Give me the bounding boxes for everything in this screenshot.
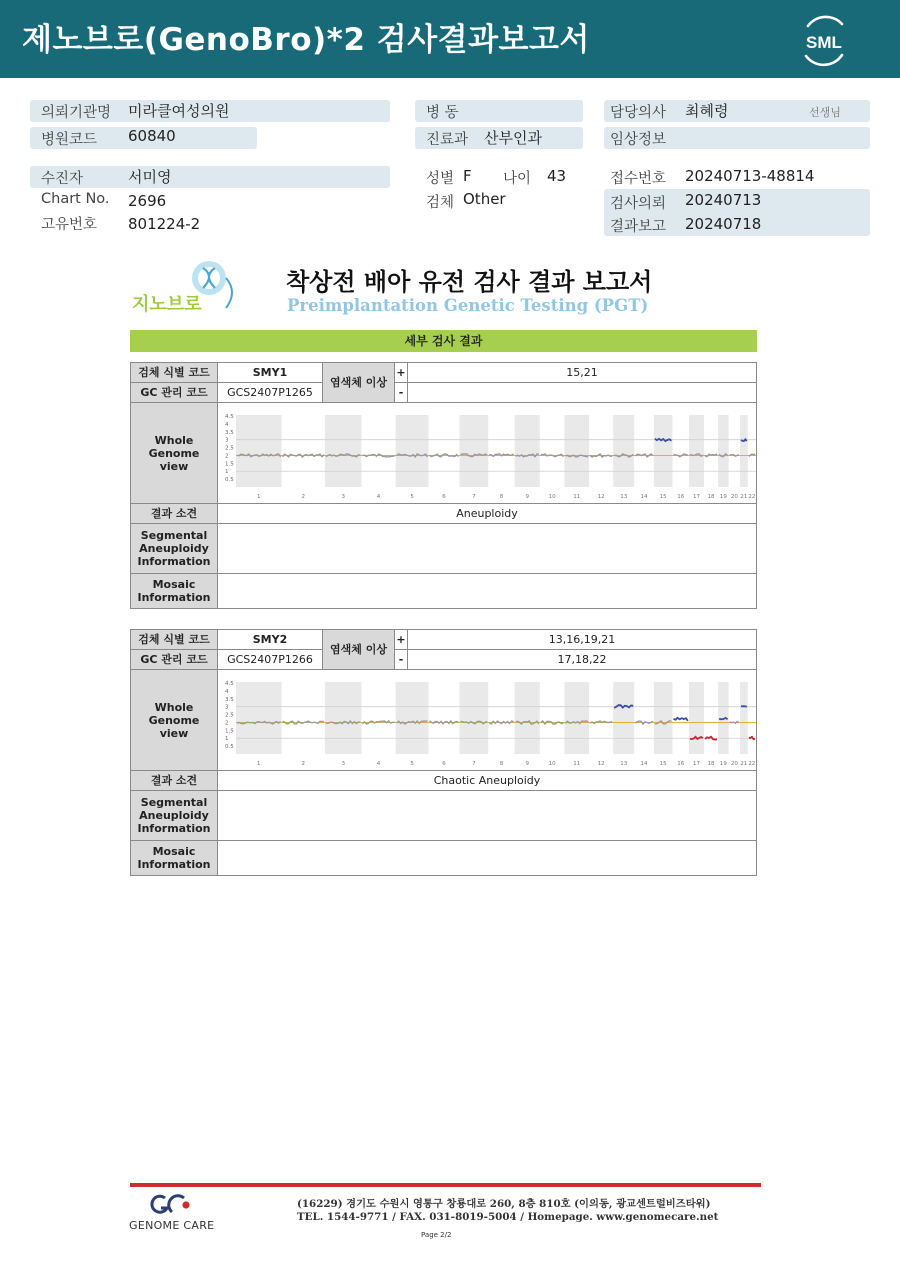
y-tick-label: 4 (225, 688, 229, 695)
y-tick-label: 4.5 (225, 680, 234, 687)
segmental-line-1: Segmental (140, 529, 208, 542)
patient-name-value: 서미영 (128, 168, 172, 186)
genome-view-chart (222, 405, 760, 502)
x-tick-label: 10 (548, 493, 556, 500)
chart-no-value: 2696 (128, 192, 167, 210)
mosaic-line-1: Mosaic (152, 578, 196, 591)
patient-name-row (30, 166, 390, 188)
x-tick-label: 2 (301, 760, 306, 767)
unique-id-label: 고유번호 (41, 217, 98, 233)
whole-genome-cell (218, 670, 757, 771)
chromosome-band (689, 415, 704, 487)
x-tick-label: 20 (730, 760, 738, 767)
x-tick-label: 17 (692, 493, 700, 500)
copy-number-segment (430, 720, 459, 723)
whole-genome-header (131, 670, 218, 771)
y-tick-label: 3 (225, 437, 229, 444)
segmental-line-2: Aneuploidy (139, 809, 209, 822)
gain-chromosomes: 15,21 (408, 363, 757, 383)
ward-label: 병 동 (426, 105, 459, 121)
copy-number-segment (674, 717, 688, 720)
chromosome-band (613, 415, 634, 487)
doctor-suffix: 선생님 (809, 106, 841, 119)
loss-chromosomes (408, 383, 757, 403)
plus-sign: + (395, 363, 408, 383)
footer-divider (130, 1183, 761, 1187)
report-date-value: 20240718 (685, 215, 762, 233)
abnormal-header: 염색체 이상 (323, 630, 395, 670)
x-tick-label: 9 (525, 493, 529, 500)
gain-chromosomes: 13,16,19,21 (408, 630, 757, 650)
abnormal-header: 염색체 이상 (323, 363, 395, 403)
gc-code-value: GCS2407P1265 (218, 383, 323, 403)
segmental-line-2: Aneuploidy (139, 542, 209, 555)
y-tick-label: 3.5 (225, 696, 234, 703)
mosaic-value (218, 574, 757, 609)
segmental-line-1: Segmental (140, 796, 208, 809)
segmental-header (131, 791, 218, 841)
specimen-code-header: 검체 식별 코드 (131, 363, 218, 383)
x-tick-label: 13 (620, 493, 628, 500)
header-bar (0, 0, 900, 78)
x-tick-label: 18 (707, 760, 715, 767)
page-number: Page 2/2 (421, 1231, 452, 1239)
whole-genome-line-3: view (159, 726, 189, 740)
segmental-line-3: Information (137, 822, 211, 835)
gc-code-value: GCS2407P1266 (218, 650, 323, 670)
x-tick-label: 8 (499, 493, 504, 500)
hospital-code-label: 병원코드 (41, 132, 98, 148)
x-tick-label: 13 (620, 760, 628, 767)
copy-number-segment (541, 721, 564, 724)
specimen-label: 검체 (426, 195, 455, 211)
chromosome-band (689, 682, 704, 754)
x-tick-label: 16 (677, 760, 685, 767)
contact-line: TEL. 1544-9771 / FAX. 031-8019-5004 / Homepage. www.genomecare.net (297, 1211, 719, 1223)
chromosome-band (654, 415, 673, 487)
x-tick-label: 22 (748, 760, 756, 767)
y-tick-label: 2.5 (225, 712, 234, 719)
x-tick-label: 18 (707, 493, 715, 500)
y-tick-label: 0.5 (225, 743, 234, 750)
genome-care-logo-icon (150, 1194, 194, 1216)
y-tick-label: 1.5 (225, 460, 234, 467)
x-tick-label: 16 (677, 493, 685, 500)
x-tick-label: 21 (740, 760, 748, 767)
specimen-code-value: SMY1 (218, 363, 323, 383)
segmental-header (131, 524, 218, 574)
report-title: 제노브로(GenoBro)*2 검사결과보고서 (22, 22, 590, 58)
sml-logo-icon (796, 12, 852, 68)
chromosome-band (564, 415, 589, 487)
copy-number-segment (741, 706, 747, 707)
x-tick-label: 3 (341, 760, 345, 767)
report-heading: 착상전 배아 유전 검사 결과 보고서 (286, 268, 653, 296)
mosaic-value (218, 841, 757, 876)
address-line: (16229) 경기도 수원시 영통구 창룡대로 260, 8층 810호 (이의동, 광교센트럴비즈타워) (297, 1198, 711, 1210)
genome-view-chart (222, 672, 760, 769)
sex-value: F (463, 167, 472, 185)
x-tick-label: 12 (597, 760, 605, 767)
copy-number-segment (590, 721, 612, 724)
chromosome-band (564, 682, 589, 754)
whole-genome-cell (218, 403, 757, 504)
company-address (297, 1198, 718, 1224)
whole-genome-header (131, 403, 218, 504)
x-tick-label: 6 (442, 493, 446, 500)
x-tick-label: 8 (499, 760, 504, 767)
x-tick-label: 19 (719, 493, 727, 500)
x-tick-label: 14 (640, 760, 648, 767)
sex-label: 성별 (426, 171, 455, 187)
company-name: GENOME CARE (129, 1219, 215, 1232)
minus-sign: - (395, 650, 408, 670)
whole-genome-line-1: Whole (154, 700, 194, 714)
gc-code-header: GC 관리 코드 (131, 383, 218, 403)
y-tick-label: 0.5 (225, 476, 234, 483)
mosaic-line-2: Information (137, 591, 211, 604)
mosaic-line-1: Mosaic (152, 845, 196, 858)
x-tick-label: 7 (472, 760, 476, 767)
x-tick-label: 22 (748, 493, 756, 500)
sample-2-table (130, 629, 757, 876)
chromosome-band (236, 415, 282, 487)
result-value: Chaotic Aneuploidy (218, 771, 757, 791)
patient-name-label: 수진자 (41, 171, 84, 187)
chromosome-band (396, 415, 429, 487)
y-tick-label: 4.5 (225, 413, 234, 420)
x-tick-label: 4 (376, 493, 381, 500)
age-label: 나이 (503, 171, 532, 187)
chromosome-band (325, 682, 361, 754)
chromosome-band (236, 682, 282, 754)
y-tick-label: 1.5 (225, 727, 234, 734)
chromosome-band (718, 415, 728, 487)
report-date-label: 결과보고 (610, 219, 667, 235)
x-tick-label: 5 (410, 493, 414, 500)
plus-sign: + (395, 630, 408, 650)
x-tick-label: 19 (719, 760, 727, 767)
chromosome-band (460, 415, 489, 487)
y-tick-label: 1 (225, 468, 229, 475)
clinical-label: 임상정보 (610, 132, 667, 148)
chromosome-band (396, 682, 429, 754)
svg-text:지노브로: 지노브로 (132, 294, 202, 315)
result-value: Aneuploidy (218, 504, 757, 524)
y-tick-label: 4 (225, 421, 229, 428)
x-tick-label: 1 (257, 493, 261, 500)
y-tick-label: 2 (225, 452, 229, 459)
chromosome-band (740, 415, 748, 487)
mosaic-header (131, 574, 218, 609)
segmental-value (218, 524, 757, 574)
x-tick-label: 4 (376, 760, 381, 767)
chromosome-band (460, 682, 489, 754)
institution-value: 미라클여성의원 (128, 102, 230, 120)
report-subheading: Preimplantation Genetic Testing (PGT) (287, 296, 649, 315)
chart-no-label: Chart No. (41, 191, 110, 207)
x-tick-label: 7 (472, 493, 476, 500)
x-tick-label: 17 (692, 760, 700, 767)
whole-genome-line-2: Genome (148, 446, 200, 460)
x-tick-label: 1 (257, 760, 261, 767)
receipt-no-label: 접수번호 (610, 171, 667, 187)
y-tick-label: 2.5 (225, 445, 234, 452)
x-tick-label: 5 (410, 760, 414, 767)
y-tick-label: 3 (225, 704, 229, 711)
whole-genome-line-3: view (159, 459, 189, 473)
genobro-logo-icon (130, 258, 248, 318)
x-tick-label: 11 (573, 493, 581, 500)
chromosome-band (740, 682, 748, 754)
chromosome-band (515, 682, 540, 754)
x-tick-label: 14 (640, 493, 648, 500)
y-tick-label: 3.5 (225, 429, 234, 436)
specimen-value: Other (463, 190, 506, 208)
svg-text:SML: SML (806, 33, 842, 52)
copy-number-segment (283, 454, 324, 457)
result-header: 결과 소견 (131, 504, 218, 524)
specimen-code-value: SMY2 (218, 630, 323, 650)
doctor-label: 담당의사 (610, 105, 667, 121)
segmental-value (218, 791, 757, 841)
sample-1-table (130, 362, 757, 609)
y-tick-label: 1 (225, 735, 229, 742)
institution-label: 의뢰기관명 (41, 105, 112, 121)
x-tick-label: 2 (301, 493, 306, 500)
mosaic-header (131, 841, 218, 876)
mosaic-line-2: Information (137, 858, 211, 871)
x-tick-label: 21 (740, 493, 748, 500)
copy-number-segment (590, 454, 612, 457)
department-value: 산부인과 (484, 129, 542, 147)
x-tick-label: 3 (341, 493, 345, 500)
x-tick-label: 15 (659, 760, 667, 767)
age-value: 43 (547, 167, 567, 185)
x-tick-label: 9 (525, 760, 529, 767)
whole-genome-line-2: Genome (148, 713, 200, 727)
loss-chromosomes: 17,18,22 (408, 650, 757, 670)
unique-id-value: 801224-2 (128, 215, 201, 233)
y-tick-label: 2 (225, 719, 229, 726)
copy-number-segment (283, 721, 324, 724)
chromosome-band (654, 682, 673, 754)
chromosome-band (515, 415, 540, 487)
whole-genome-line-1: Whole (154, 433, 194, 447)
department-label: 진료과 (426, 132, 469, 148)
request-date-value: 20240713 (685, 191, 762, 209)
segmental-line-3: Information (137, 555, 211, 568)
x-tick-label: 15 (659, 493, 667, 500)
copy-number-segment (730, 721, 739, 723)
x-tick-label: 6 (442, 760, 446, 767)
minus-sign: - (395, 383, 408, 403)
request-date-label: 검사의뢰 (610, 196, 667, 212)
chromosome-band (613, 682, 634, 754)
specimen-code-header: 검체 식별 코드 (131, 630, 218, 650)
x-tick-label: 20 (730, 493, 738, 500)
doctor-value: 최혜령 (685, 102, 729, 120)
section-header: 세부 검사 결과 (130, 330, 757, 352)
hospital-code-value: 60840 (128, 127, 176, 145)
result-header: 결과 소견 (131, 771, 218, 791)
x-tick-label: 12 (597, 493, 605, 500)
x-tick-label: 10 (548, 760, 556, 767)
x-tick-label: 11 (573, 760, 581, 767)
gc-code-header: GC 관리 코드 (131, 650, 218, 670)
copy-number-segment (730, 454, 739, 456)
chromosome-band (325, 415, 361, 487)
receipt-no-value: 20240713-48814 (685, 167, 815, 185)
